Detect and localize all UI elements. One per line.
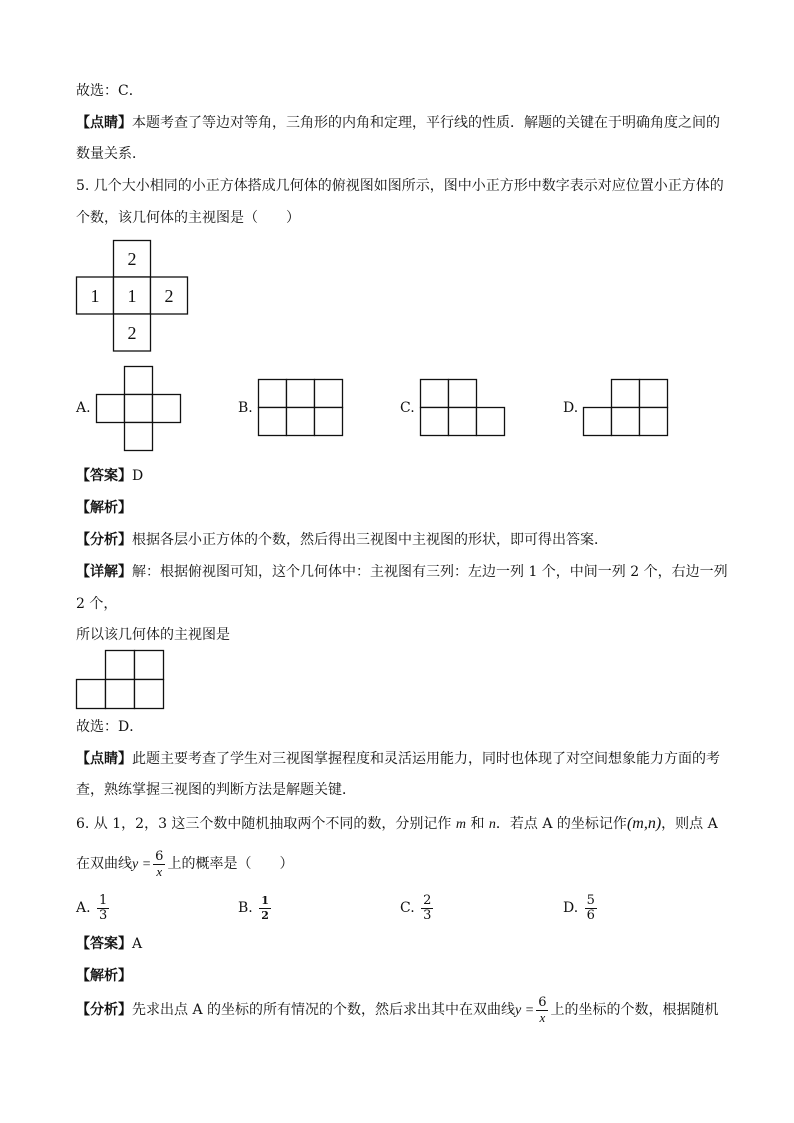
- fraction-denominator: 3: [423, 907, 432, 923]
- q5-option-c-figure: [420, 379, 506, 437]
- fenxi-text2: 上的坐标的个数，根据随机: [550, 1002, 719, 1018]
- q6-analysis-tag: 【解析】: [76, 968, 132, 984]
- comment-tag: 【点睛】: [76, 751, 132, 767]
- q5-comment-line1: [76, 749, 720, 769]
- q6-stem-text1: 6. 从 1，2，3 这三个数中随机抽取两个不同的数，分别记作: [76, 816, 452, 832]
- option-label: A.: [76, 900, 91, 916]
- q5-option-d-figure: [583, 379, 669, 437]
- q5-stem-line1: 5. 几个大小相同的小正方体搭成几何体的俯视图如图所示，图中小正方形中数字表示对应位置小正方体的: [76, 178, 724, 194]
- fenxi-tag: 【分析】: [76, 1002, 132, 1018]
- var-m: m: [455, 817, 467, 832]
- q6-fenxi-line: [76, 992, 718, 1029]
- answer-tag: 【答案】: [76, 468, 132, 484]
- coord-mn: (m,n): [626, 815, 662, 832]
- q6-option-b: [238, 890, 273, 926]
- fraction-denominator: x: [539, 1009, 546, 1025]
- q5-option-d-label: D.: [563, 400, 579, 416]
- q5-analysis-tag: 【解析】: [76, 500, 132, 516]
- equation-lhs: y =: [515, 1003, 535, 1018]
- q5-fenxi-line: [76, 530, 608, 550]
- equation-fraction: [153, 850, 165, 879]
- fraction-numerator: 1: [261, 893, 269, 907]
- comment-tag: 【点睛】: [76, 115, 132, 131]
- q5-option-c-label: C.: [400, 400, 415, 416]
- q5-option-b-figure: [258, 379, 344, 437]
- detail-text: 解：根据俯视图可知，这个几何体中：主视图有三列：左边一列 1 个，中间一列 2 个，右边一列: [132, 564, 728, 580]
- q5-detail-line3: 所以该几何体的主视图是: [76, 627, 230, 643]
- q5-detail-line1: [76, 562, 728, 582]
- comment-text: 此题主要考查了学生对三视图掌握程度和灵活运用能力，同时也体现了对空间想象能力方面的考: [132, 751, 720, 767]
- fraction-numerator: 1: [99, 892, 108, 908]
- var-n: n: [488, 817, 496, 832]
- q6-answer-line: [76, 934, 142, 954]
- equation-fraction: [536, 996, 548, 1025]
- q5-answer-line: [76, 466, 143, 486]
- fraction-numerator: 5: [586, 892, 595, 908]
- q4-comment-line1: [76, 113, 720, 133]
- q6-stem-text2: ．若点 A 的坐标记作: [495, 816, 627, 832]
- q5-comment-line2: 查，熟练掌握三视图的判断方法是解题关键．: [76, 782, 356, 798]
- q5-stem-line2: 个数，该几何体的主视图是（ ）: [76, 210, 300, 226]
- fraction-numerator: 2: [423, 892, 432, 908]
- fraction-numerator: 6: [538, 994, 547, 1010]
- detail-tag: 【详解】: [76, 564, 132, 580]
- fraction-denominator: x: [156, 863, 163, 879]
- fraction-denominator: 3: [99, 907, 108, 923]
- fenxi-text1: 先求出点 A 的坐标的所有情况的个数，然后求出其中在双曲线: [132, 1002, 516, 1018]
- q6-option-c: [400, 890, 435, 926]
- top-view-cell-left: 1: [90, 286, 100, 306]
- comment-text: 本题考查了等边对等角，三角形的内角和定理，平行线的性质．解题的关键在于明确角度之间的: [132, 115, 720, 131]
- q6-stem-text3: ，则点 A: [661, 816, 718, 832]
- fraction-numerator: 6: [155, 848, 164, 864]
- option-label: D.: [563, 900, 579, 916]
- option-label: C.: [400, 900, 415, 916]
- q6-and: 和: [470, 816, 485, 832]
- fraction-denominator: 6: [586, 907, 595, 923]
- fenxi-text: 根据各层小正方体的个数，然后得出三视图中主视图的形状，即可得出答案．: [132, 532, 608, 548]
- q6-option-a: [76, 890, 111, 926]
- option-fraction: [585, 894, 597, 923]
- fenxi-tag: 【分析】: [76, 532, 132, 548]
- q5-option-b-label: B.: [238, 400, 253, 416]
- q6-option-d: [563, 890, 599, 926]
- top-view-cell-right: 2: [164, 286, 174, 306]
- q6-stem-line2: [76, 846, 293, 883]
- option-fraction: [421, 894, 433, 923]
- fraction-denominator: 2: [261, 908, 269, 922]
- option-fraction: [259, 894, 271, 923]
- q5-option-a-label: A.: [76, 400, 91, 416]
- q5-choose-line: 故选：D．: [76, 719, 144, 735]
- top-view-cell-center: 1: [127, 286, 137, 306]
- q6-stem2-text2: 上的概率是（ ）: [167, 856, 294, 872]
- q6-stem-line1: [76, 814, 718, 835]
- answer-tag: 【答案】: [76, 936, 132, 952]
- q4-comment-line2: 数量关系．: [76, 146, 146, 162]
- q5-detail-line2: 2 个，: [76, 596, 118, 612]
- answer-value: D: [132, 468, 144, 484]
- q5-option-a-figure: [96, 366, 182, 452]
- equation-lhs: y =: [132, 857, 152, 872]
- option-fraction: [97, 894, 109, 923]
- option-label: B.: [238, 900, 253, 916]
- top-view-figure: [76, 240, 191, 352]
- q5-front-view-figure: [76, 650, 166, 710]
- answer-value: A: [132, 936, 143, 952]
- q6-stem2-text1: 在双曲线: [76, 856, 132, 872]
- top-view-cell-bottom: 2: [127, 323, 137, 343]
- q4-choose-line: 故选：C．: [76, 83, 143, 99]
- top-view-cell-top: 2: [127, 249, 137, 269]
